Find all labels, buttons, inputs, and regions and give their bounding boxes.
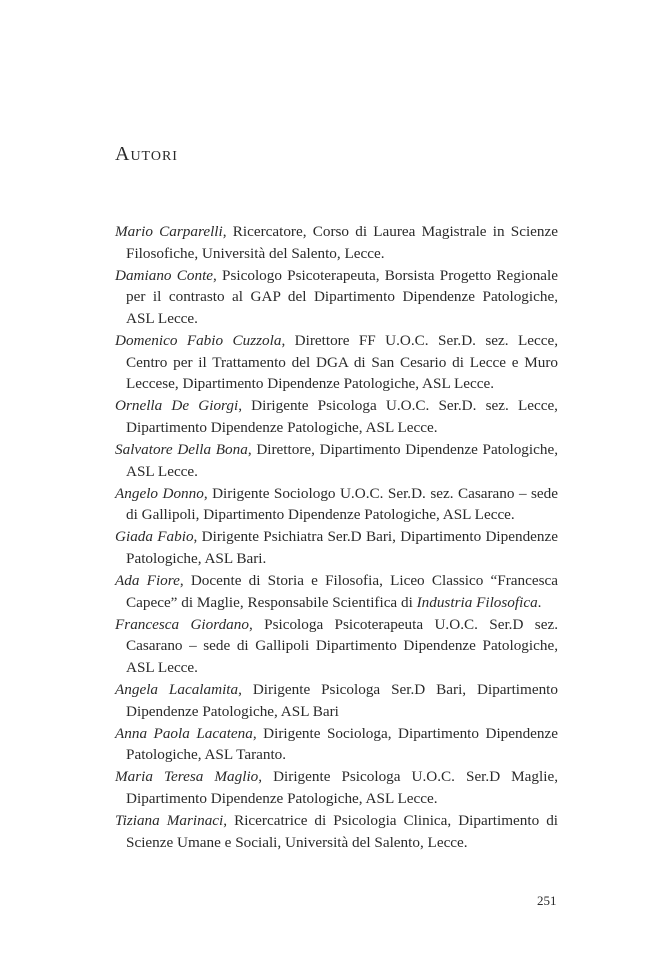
author-name: Anna Paola Lacatena	[115, 724, 253, 742]
author-entry	[115, 723, 558, 766]
author-name: Tiziana Marinaci	[115, 812, 224, 830]
author-entry	[115, 265, 558, 330]
author-description: , Dirigente Psicologa U.O.C. Ser.D. sez. Lecce, Dipartimento Dipendenze Patologiche, ASL Lecce.	[126, 397, 558, 436]
page-title: Autori	[115, 143, 178, 165]
author-description: , Direttore, Dipartimento Dipendenze Patologiche, ASL Lecce.	[126, 440, 558, 480]
author-description: , Psicologa Psicoterapeuta U.O.C. Ser.D sez. Casarano – sede di Gallipoli Dipartimento Dipendenze Patologiche, ASL Lecce.	[126, 615, 558, 676]
author-entry	[115, 483, 558, 526]
author-description: , Psicologo Psicoterapeuta, Borsista Progetto Regionale per il contrasto al GAP del Dipartimento Dipendenze Patologiche, ASL Lecce.	[126, 266, 558, 327]
publication-title: Industria Filosofica	[416, 593, 538, 611]
author-description: , Ricercatore, Corso di Laurea Magistrale in Scienze Filosofiche, Università del Salento, Lecce.	[126, 223, 558, 262]
author-entry	[115, 614, 558, 679]
author-entry	[115, 810, 558, 853]
author-name: Francesca Giordano	[115, 615, 249, 633]
author-entry	[115, 221, 558, 264]
author-entry	[115, 330, 558, 395]
author-description: , Docente di Storia e Filosofia, Liceo Classico “Francesca Capece” di Maglie, Responsabile Scientifica di	[126, 572, 558, 611]
author-description: , Dirigente Psichiatra Ser.D Bari, Dipartimento Dipendenze Patologiche, ASL Bari.	[126, 528, 558, 567]
author-description: , Dirigente Psicologa Ser.D Bari, Dipartimento Dipendenze Patologiche, ASL Bari	[126, 680, 558, 720]
author-name: Ornella De Giorgi	[115, 397, 239, 415]
author-name: Angelo Donno	[115, 484, 204, 502]
author-description: , Dirigente Psicologa U.O.C. Ser.D Maglie, Dipartimento Dipendenze Patologiche, ASL Lecce.	[126, 768, 558, 807]
author-description: , Direttore FF U.O.C. Ser.D. sez. Lecce, Centro per il Trattamento del DGA di San Cesario di Lecce e Muro Leccese, Dipartimento Dipendenze Patologiche, ASL Lecce.	[126, 331, 558, 393]
author-name: Maria Teresa Maglio	[115, 768, 259, 786]
author-description-end: .	[537, 593, 542, 611]
author-list	[115, 221, 558, 854]
author-name: Salvatore Della Bona	[115, 440, 248, 458]
author-entry	[115, 766, 558, 809]
author-entry	[115, 439, 558, 482]
author-description: , Dirigente Sociologa, Dipartimento Dipendenze Patologiche, ASL Taranto.	[126, 724, 558, 764]
author-name: Ada Fiore	[115, 572, 180, 589]
author-name: Damiano Conte	[115, 266, 214, 284]
author-name: Domenico Fabio Cuzzola	[115, 331, 282, 349]
author-description: , Dirigente Sociologo U.O.C. Ser.D. sez. Casarano – sede di Gallipoli, Dipartimento Dipendenze Patologiche, ASL Lecce.	[126, 484, 558, 524]
page-number: 251	[537, 893, 557, 908]
author-name: Giada Fabio	[115, 528, 194, 546]
author-entry	[115, 395, 558, 438]
author-entry	[115, 570, 558, 613]
author-entry	[115, 526, 558, 569]
author-name: Angela Lacalamita	[115, 680, 239, 698]
author-description: , Ricercatrice di Psicologia Clinica, Dipartimento di Scienze Umane e Sociali, Università del Salento, Lecce.	[126, 812, 559, 851]
author-entry	[115, 679, 558, 722]
author-name: Mario Carparelli	[115, 223, 223, 240]
